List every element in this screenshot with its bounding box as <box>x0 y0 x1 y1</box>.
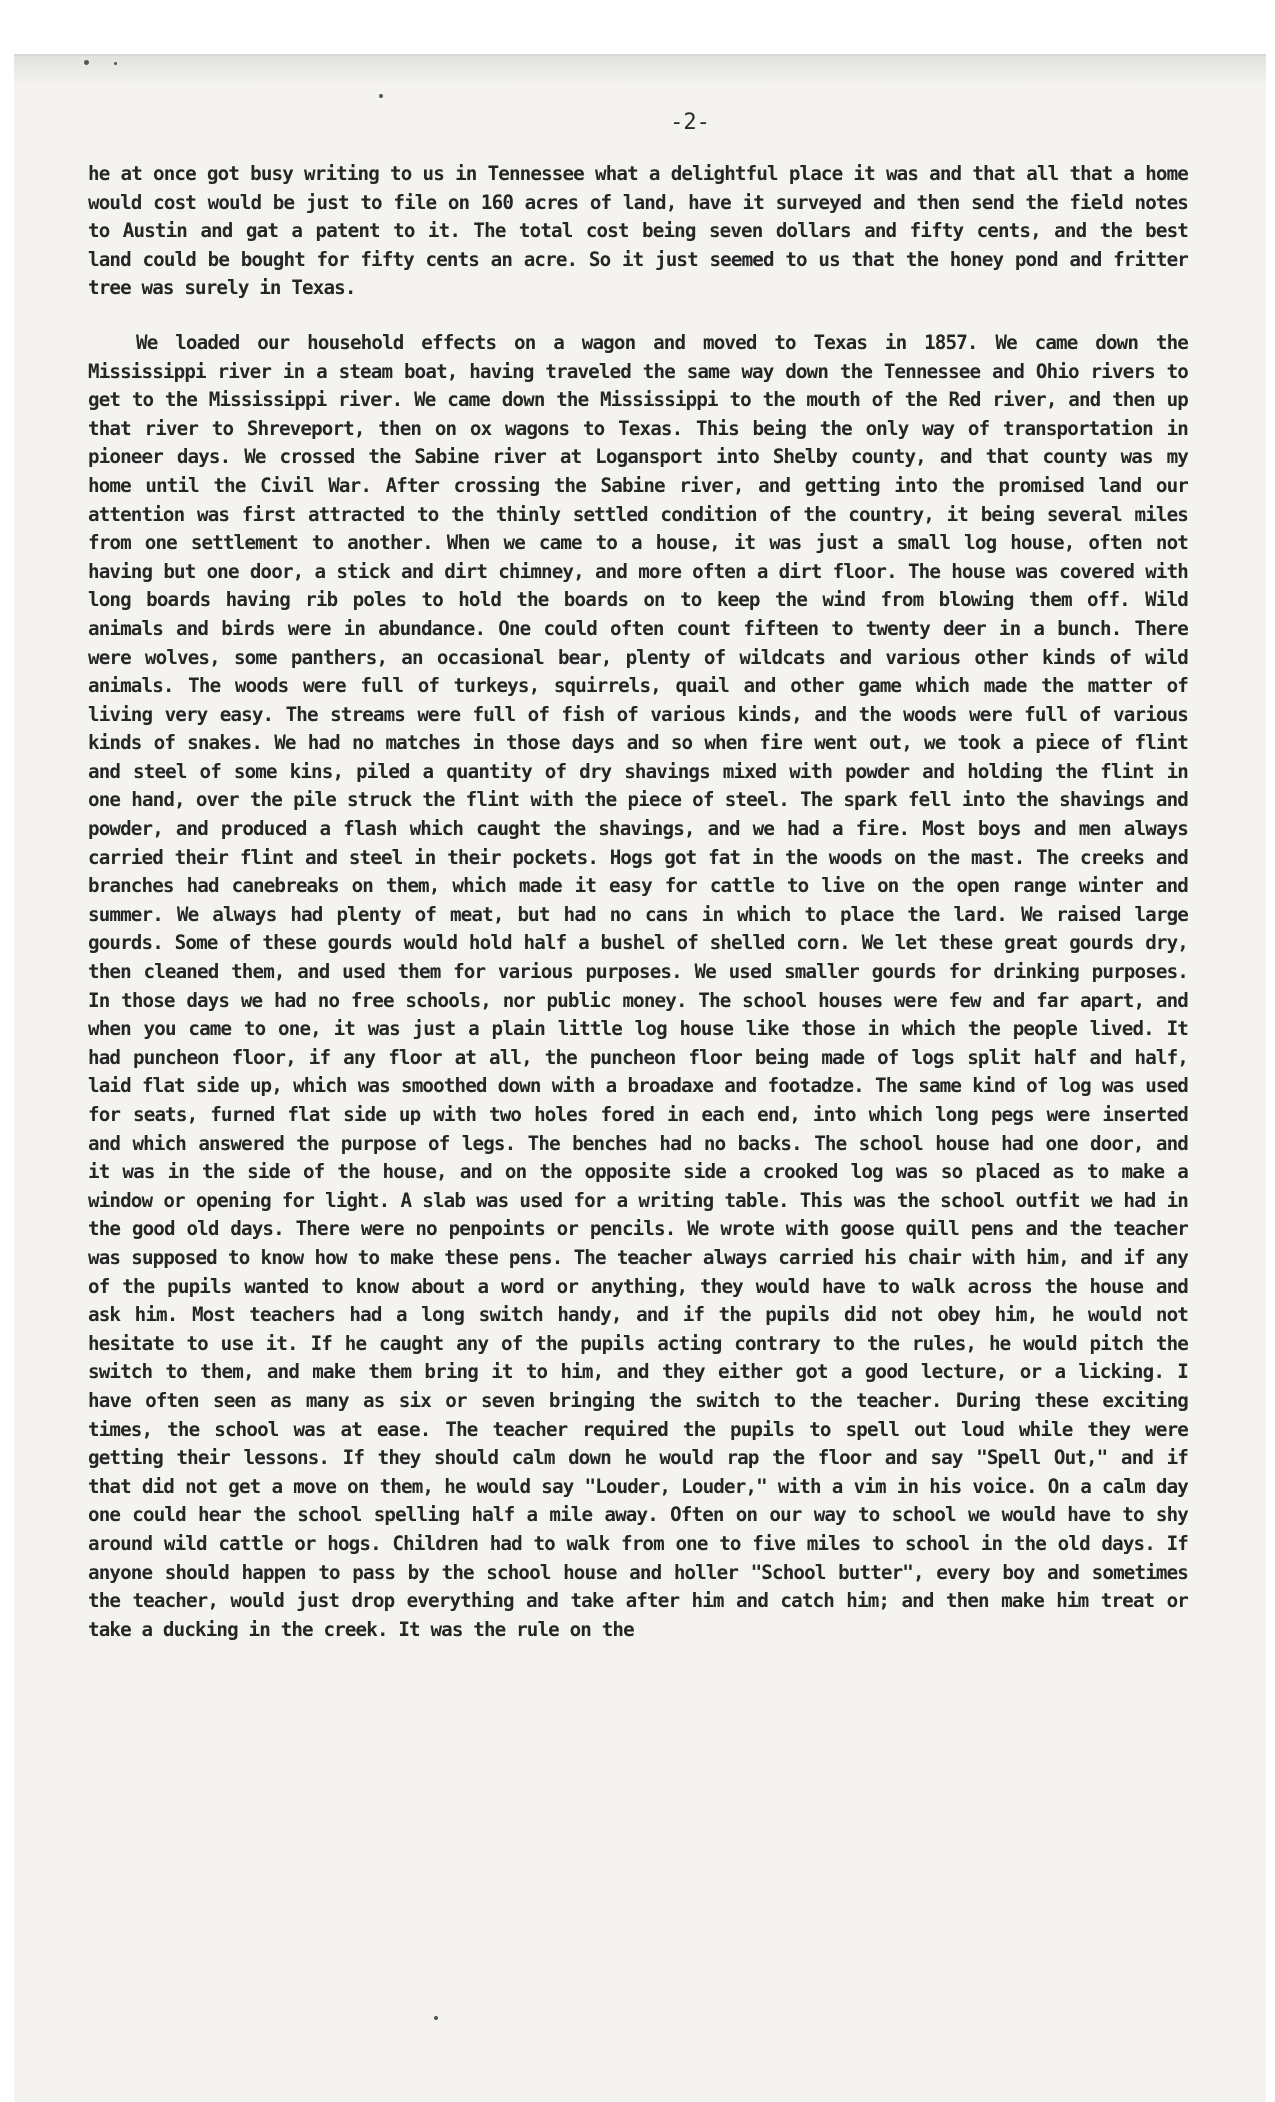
document-body <box>88 160 1188 1644</box>
ink-speck <box>434 2016 438 2020</box>
ink-speck <box>379 94 383 98</box>
ink-speck <box>114 62 117 65</box>
paragraph-intro: he at once got busy writing to us in Tennessee what a delightful place it was and that all that a home would cost would be just to file on 160 acres of land, have it surveyed and then send the field notes to Austin and gat a patent to it. The total cost being seven dollars and fifty cents, and the best land could be bought for fifty cents an acre. So it just seemed to us that the honey pond and fritter tree was surely in Texas. <box>88 162 1188 300</box>
paragraph-move-to-texas: We loaded our household effects on a wagon and moved to Texas in 1857. We came down the Mississippi river in a steam boat, having traveled the same way down the Tennessee and Ohio rivers to get to the Mississippi river. We came down the Mississippi to the mouth of the Red river, and then up that river to Shreveport, then on ox wagons to Texas. This being the only way of transportation in pioneer days. We crossed the Sabine river at Logansport into Shelby county, and that county was my home until the Civil War. After crossing the Sabine river, and getting into the promised land our attention was first attracted to the thinly settled condition of the country, it being several miles from one settlement to another. When we came to a house, it was just a small log house, often not having but one door, a stick and dirt chimney, and more often a dirt floor. The house was covered with long boards having rib poles to hold the boards on to keep the wind from blowing them off. Wild animals and birds were in abundance. One could often count fifteen to twenty deer in a bunch. There were wolves, some panthers, an occasional bear, plenty of wildcats and various other kinds of wild animals. The woods were full of turkeys, squirrels, quail and other game which made the matter of living very easy. The streams were full of fish of various kinds, and the woods were full of various kinds of snakes. We had no matches in those days and so when fire went out, we took a piece of flint and steel of some kins, piled a quantity of dry shavings mixed with powder and holding the flint in one hand, over the pile struck the flint with the piece of steel. The spark fell into the shavings and powder, and produced a flash which caught the shavings, and we had a fire. Most boys and men always carried their flint and steel in their pockets. Hogs got fat in the woods on the mast. The creeks and branches had canebreaks on them, which made it easy for cattle to live on the open range winter and summer. We always had plenty of meat, but had no cans in which to place the lard. We raised large gourds. Some of these gourds would hold half a bushel of shelled corn. We let these great gourds dry, then cleaned them, and used them for various purposes. We used smaller gourds for drinking purposes. In those days we had no free schools, nor public money. The school houses were few and far apart, and when you came to one, it was just a plain little log house like those in which the people lived. It had puncheon floor, if any floor at all, the puncheon floor being made of logs split half and half, laid flat side up, which was smoothed down with a broadaxe and footadze. The same kind of log was used for seats, furned flat side up with two holes fored in each end, into which long pegs were inserted and which answered the purpose of legs. The benches had no backs. The school house had one door, and it was in the side of the house, and on the opposite side a crooked log was so placed as to make a window or opening for light. A slab was used for a writing table. This was the school outfit we had in the good old days. There were no penpoints or pencils. We wrote with goose quill pens and the teacher was supposed to know how to make these pens. The teacher always carried his chair with him, and if any of the pupils wanted to know about a word or anything, they would have to walk across the house and ask him. Most teachers had a long switch handy, and if the pupils did not obey him, he would not hesitate to use it. If he caught any of the pupils acting contrary to the rules, he would pitch the switch to them, and make them bring it to him, and they either got a good lecture, or a licking. I have often seen as many as six or seven bringing the switch to the teacher. During these exciting times, the school was at ease. The teacher required the pupils to spell out loud while they were getting their lessons. If they should calm down he would rap the floor and say "Spell Out," and if that did not get a move on them, he would say "Louder, Louder," with a vim in his voice. On a calm day one could hear the school spelling half a mile away. Often on our way to school we would have to shy around wild cattle or hogs. Children had to walk from one to five miles to school in the old days. If anyone should happen to pass by the school house and holler "School butter", every boy and sometimes the teacher, would just drop everything and take after him and catch him; and then make him treat or take a ducking in the creek. It was the rule on the <box>88 330 1188 1641</box>
ink-speck <box>84 60 89 65</box>
page-number: -2- <box>670 110 710 135</box>
